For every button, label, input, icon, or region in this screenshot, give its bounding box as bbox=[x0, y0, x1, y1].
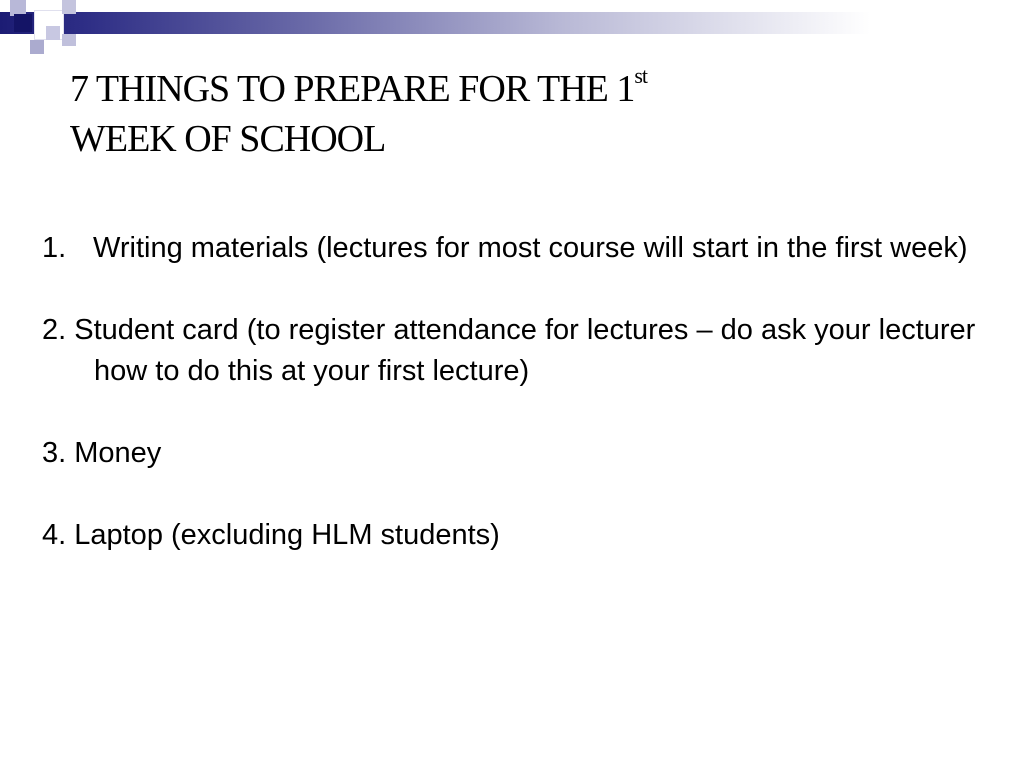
title-line-2: WEEK OF SCHOOL bbox=[70, 118, 386, 160]
list-item: 3. Money bbox=[42, 437, 162, 469]
decorative-square bbox=[62, 0, 76, 14]
list-item-number: 1. bbox=[42, 232, 67, 264]
decorative-header-band bbox=[0, 12, 1024, 34]
decorative-square bbox=[30, 40, 44, 54]
list-item bbox=[42, 228, 982, 269]
title-superscript: st bbox=[634, 63, 648, 89]
title-main: 7 THINGS TO PREPARE FOR THE 1 bbox=[70, 68, 635, 110]
spacer bbox=[42, 474, 982, 515]
list-item-text: Writing materials (lectures for most course will start in the first week) bbox=[93, 232, 968, 264]
slide-body bbox=[42, 228, 982, 556]
spacer bbox=[42, 269, 982, 310]
decorative-square bbox=[62, 34, 76, 46]
slide-title bbox=[70, 64, 950, 164]
list-item: 4. Laptop (excluding HLM students) bbox=[42, 519, 500, 551]
decorative-square bbox=[46, 26, 60, 40]
spacer bbox=[42, 392, 982, 433]
decorative-square bbox=[14, 14, 32, 32]
list-item: 2. Student card (to register attendance for lectures – do ask your lecturer how to do this at your first lecture) bbox=[42, 314, 976, 387]
